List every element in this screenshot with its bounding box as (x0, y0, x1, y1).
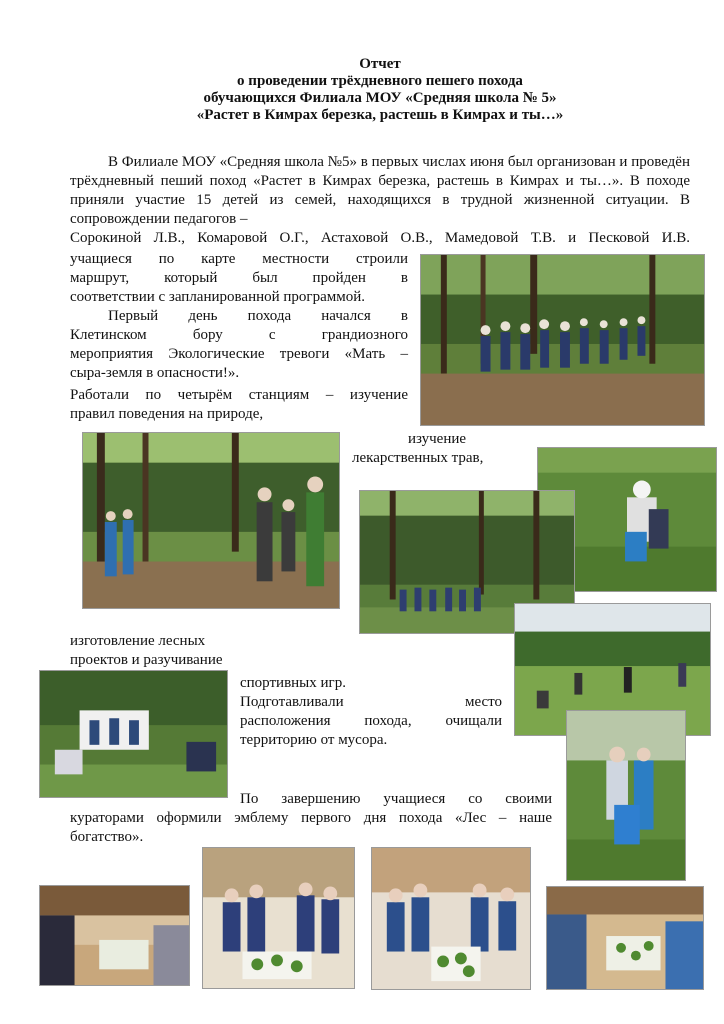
day1-line-4: сыра-земля в опасности!». (70, 365, 240, 381)
report-title (60, 56, 700, 124)
sports-line-1: спортивных игр. (240, 675, 346, 691)
photo-group-sitting (39, 670, 228, 798)
photo-table-crafts-2 (546, 886, 704, 990)
final-line-3: богатство». (70, 829, 144, 845)
sports-line-4: территорию от мусора. (240, 732, 388, 748)
route-line-1: учащиеся по карте местности строили (70, 251, 408, 267)
stations-line-2: правил поведения на природе, (70, 406, 264, 422)
intro-text: В Филиале МОУ «Средняя школа №5» в первых числах июня был организован и проведён трёхдневный пеший поход «Растет в Кимрах березка, растешь в Кимрах и ты…». В походе приняли участие 15 детей из семей, находящихся в трудной жизненной ситуации. В сопровождении педагогов – (70, 154, 690, 227)
sports-line-2: Подготавливали место (240, 694, 502, 710)
projects-line-1: изготовление лесных (70, 633, 206, 649)
final-line-2: кураторами оформили эмблему первого дня похода «Лес – наше (70, 810, 552, 826)
stations-line-1: Работали по четырём станциям – изучение (70, 387, 408, 403)
photo-table-crafts-1 (39, 885, 190, 986)
day1-line-3: мероприятия Экологические тревоги «Мать – (70, 346, 408, 362)
final-line-1: По завершению учащиеся со своими (240, 791, 552, 807)
title-line-4: «Растет в Кимрах березка, растешь в Кимрах и ты…» (196, 107, 564, 123)
title-line-1: Отчет (359, 56, 401, 72)
photo-forest-group (82, 432, 340, 609)
photo-forest-walk (420, 254, 705, 426)
day1-line-2: Клетинском бору с грандиозного (70, 327, 408, 343)
title-line-2: о проведении трёхдневного пешего похода (237, 73, 523, 89)
route-line-3: соответствии с запланированной программой. (70, 289, 365, 305)
photo-poster-group-1 (202, 847, 355, 989)
intro-teachers-line: Сорокиной Л.В., Комаровой О.Г., Астаховой О.В., Мамедовой Т.В. и Песковой И.В. (70, 230, 690, 246)
herbs-line-1: изучение (408, 431, 467, 447)
route-line-2: маршрут, который был пройден в (70, 270, 408, 286)
herbs-line-2: лекарственных трав, (352, 450, 484, 466)
title-line-3: обучающихся Филиала МОУ «Средняя школа № 5» (203, 90, 557, 106)
day1-line-1: Первый день похода начался в (108, 308, 408, 324)
intro-paragraph (70, 153, 690, 248)
projects-line-2: проектов и разучивание (70, 652, 223, 668)
sports-line-3: расположения похода, очищали (240, 713, 502, 729)
photo-poster-group-2 (371, 847, 531, 990)
photo-trash-collect (566, 710, 686, 881)
